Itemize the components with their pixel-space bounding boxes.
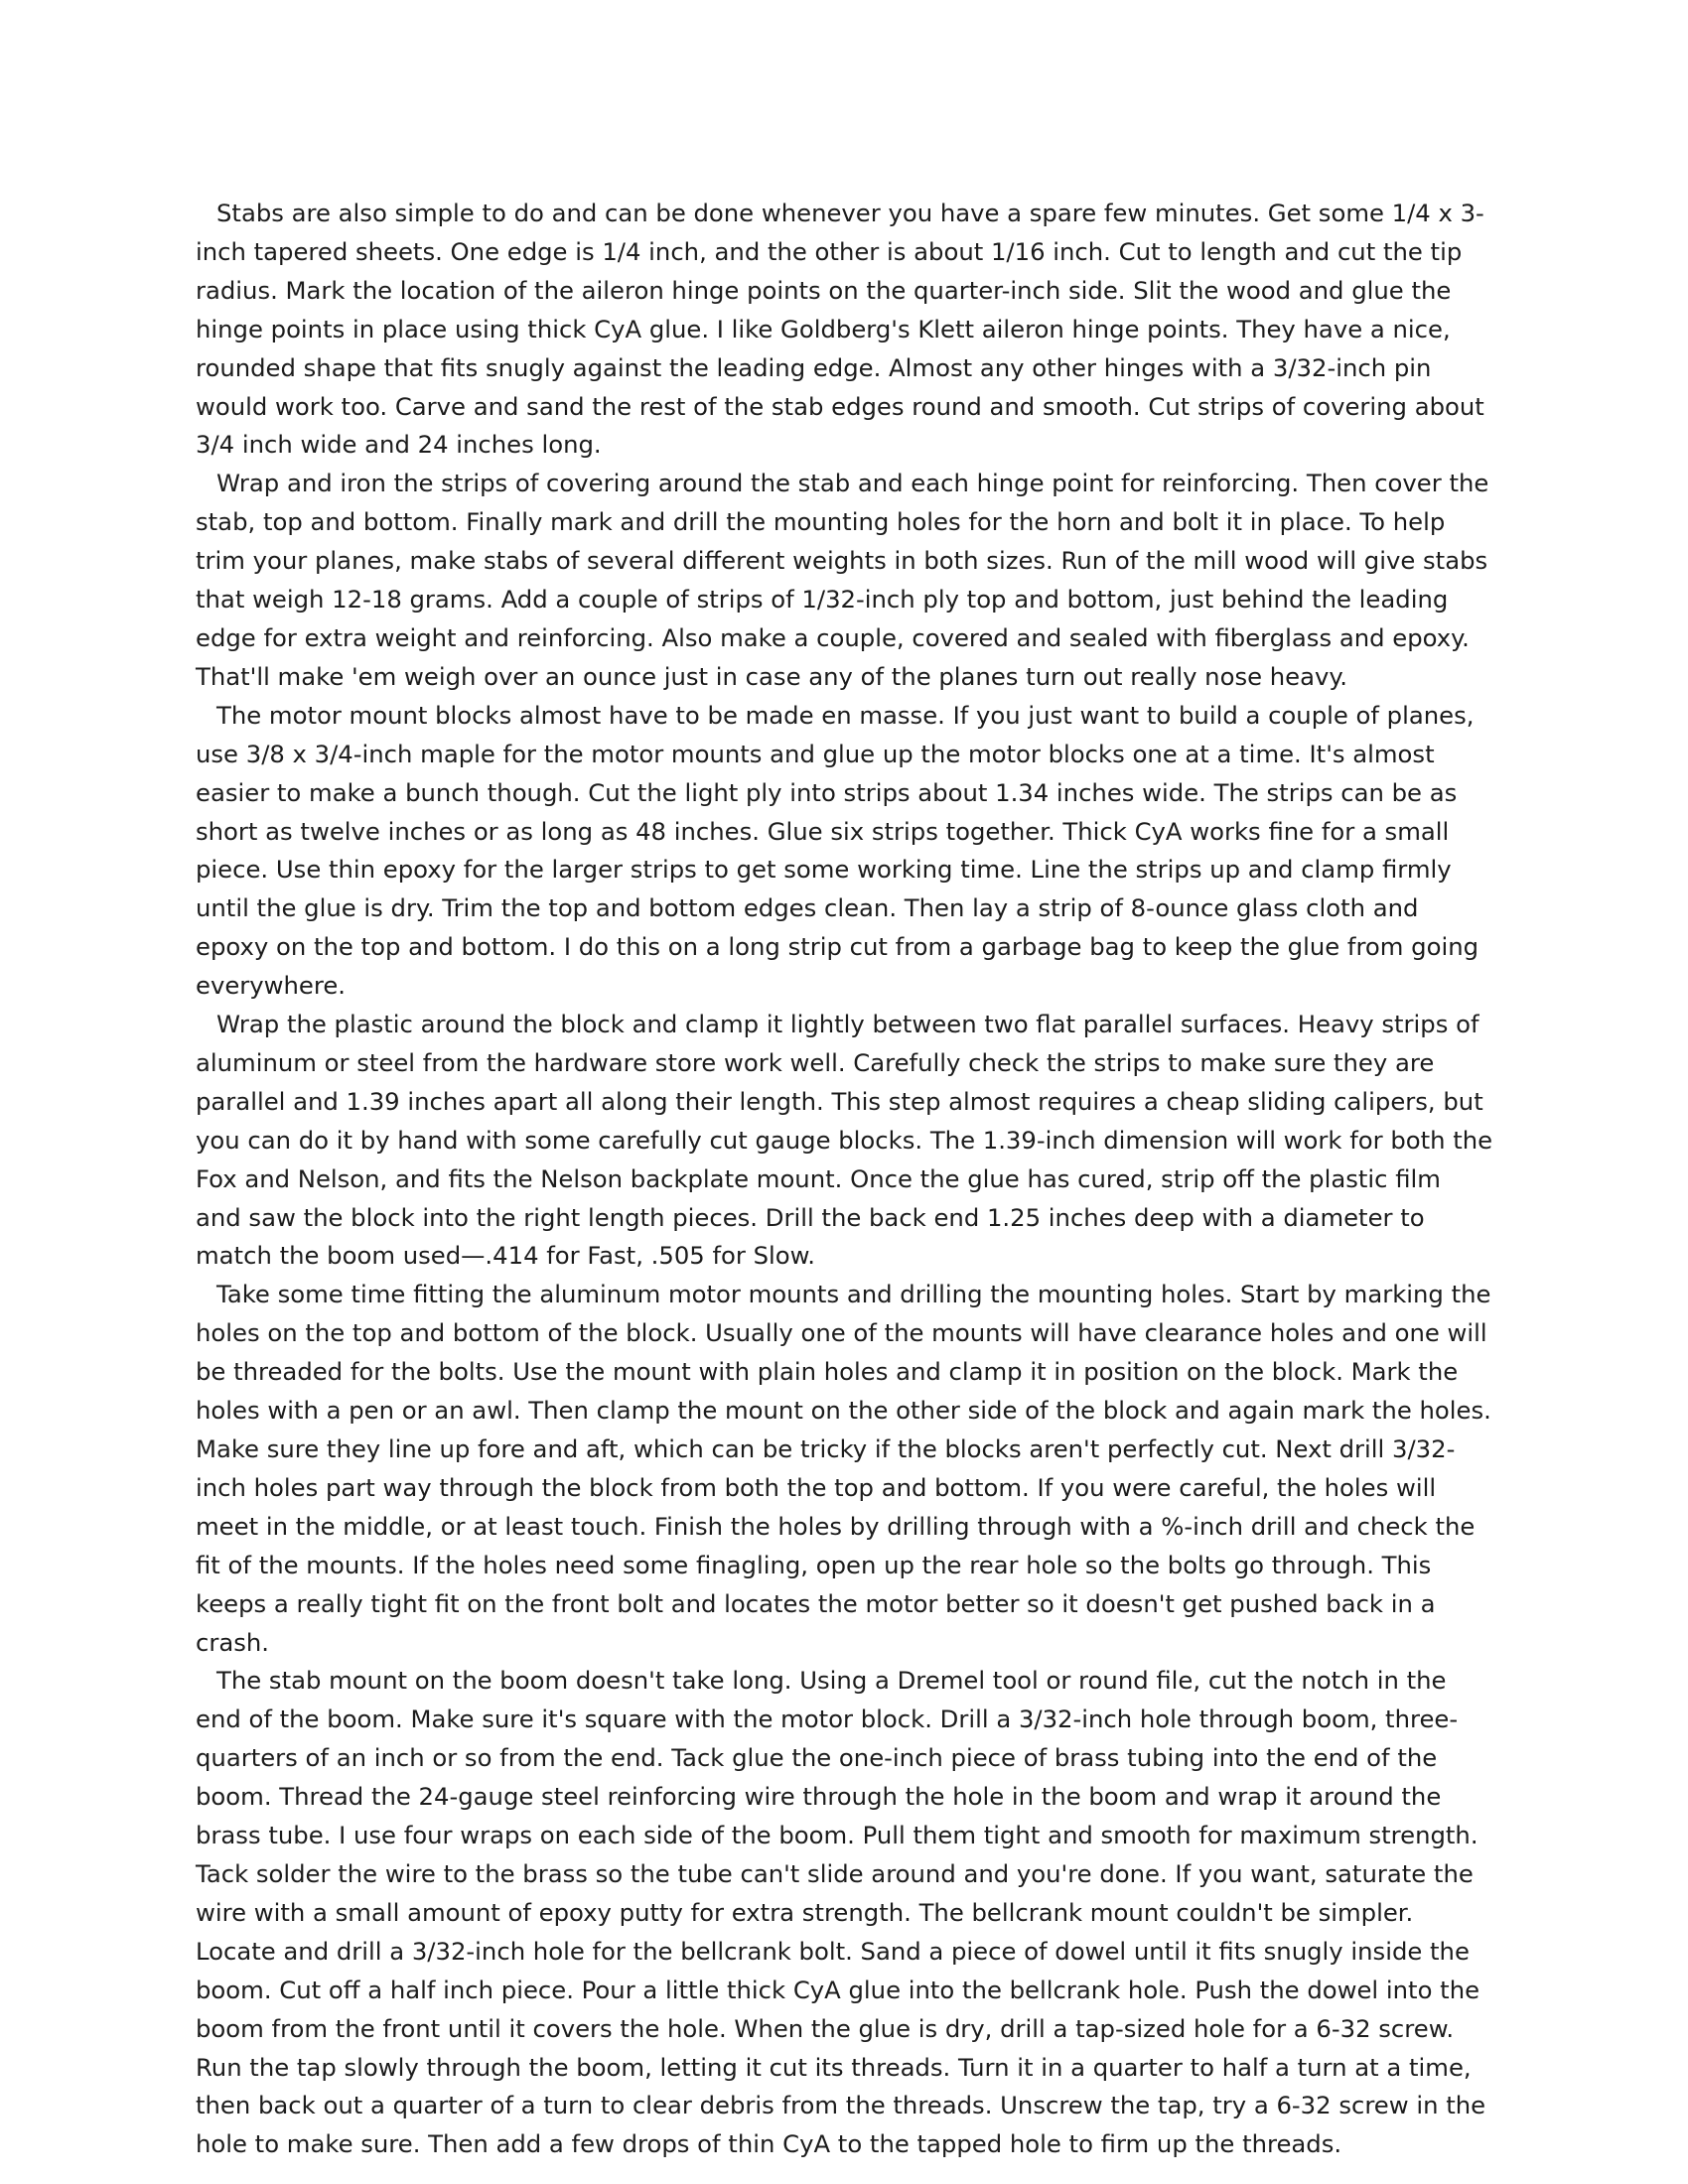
- paragraph-mounting-holes: Take some time fitting the aluminum motor mounts and drilling the mounting holes. Start by marking the holes on the top and bottom of the block. Usually one of the mounts will have clearance holes and one will be threaded for the bolts. Use the mount with plain holes and clamp it in position on the block. Mark the holes with a pen or an awl. Then clamp the mount on the other side of the block and again mark the holes. Make sure they line up fore and aft, which can be tricky if the blocks aren't perfectly cut. Next drill 3/32-inch holes part way through the block from both the top and bottom. If you were careful, the holes will meet in the middle, or at least touch. Finish the holes by drilling through with a %-inch drill and check the fit of the mounts. If the holes need some finagling, open up the rear hole so the bolts go through. This keeps a really tight fit on the front bolt and locates the motor better so it doesn't get pushed back in a crash.: [196, 1280, 1491, 1657]
- article-body: [196, 195, 1493, 2164]
- paragraph-stab-mount: The stab mount on the boom doesn't take long. Using a Dremel tool or round file, cut the notch in the end of the boom. Make sure it's square with the motor block. Drill a 3/32-inch hole through boom, three-quarters of an inch or so from the end. Tack glue the one-inch piece of brass tubing into the end of the boom. Thread the 24-gauge steel reinforcing wire through the hole in the boom and wrap it around the brass tube. I use four wraps on each side of the boom. Pull them tight and smooth for maximum strength. Tack solder the wire to the brass so the tube can't slide around and you're done. If you want, saturate the wire with a small amount of epoxy putty for extra strength. The bellcrank mount couldn't be simpler. Locate and drill a 3/32-inch hole for the bellcrank bolt. Sand a piece of dowel until it fits snugly inside the boom. Cut off a half inch piece. Pour a little thick CyA glue into the bellcrank hole. Push the dowel into the boom from the front until it covers the hole. When the glue is dry, drill a tap-sized hole for a 6-32 screw. Run the tap slowly through the boom, letting it cut its threads. Turn it in a quarter to half a turn at a time, then back out a quarter of a turn to clear debris from the threads. Unscrew the tap, try a 6-32 screw in the hole to make sure. Then add a few drops of thin CyA to the tapped hole to firm up the threads.: [196, 1666, 1486, 2159]
- paragraph-covering: Wrap and iron the strips of covering around the stab and each hinge point for reinforcing. Then cover the stab, top and bottom. Finally mark and drill the mounting holes for the horn and bolt it in place. To help trim your planes, make stabs of several different weights in both sizes. Run of the mill wood will give stabs that weigh 12-18 grams. Add a couple of strips of 1/32-inch ply top and bottom, just behind the leading edge for extra weight and reinforcing. Also make a couple, covered and sealed with fiberglass and epoxy. That'll make 'em weigh over an ounce just in case any of the planes turn out really nose heavy.: [196, 469, 1489, 691]
- paragraph-motor-mount-blocks: The motor mount blocks almost have to be made en masse. If you just want to build a couple of planes, use 3/8 x 3/4-inch maple for the motor mounts and glue up the motor blocks one at a time. It's almost easier to make a bunch though. Cut the light ply into strips about 1.34 inches wide. The strips can be as short as twelve inches or as long as 48 inches. Glue six strips together. Thick CyA works fine for a small piece. Use thin epoxy for the larger strips to get some working time. Line the strips up and clamp firmly until the glue is dry. Trim the top and bottom edges clean. Then lay a strip of 8-ounce glass cloth and epoxy on the top and bottom. I do this on a long strip cut from a garbage bag to keep the glue from going everywhere.: [196, 700, 1479, 1001]
- paragraph-clamping: Wrap the plastic around the block and clamp it lightly between two flat parallel surfaces. Heavy strips of aluminum or steel from the hardware store work well. Carefully check the strips to make sure they are parallel and 1.39 inches apart all along their length. This step almost requires a cheap sliding calipers, but you can do it by hand with some carefully cut gauge blocks. The 1.39-inch dimension will work for both the Fox and Nelson, and fits the Nelson backplate mount. Once the glue has cured, strip off the plastic film and saw the block into the right length pieces. Drill the back end 1.25 inches deep with a diameter to match the boom used—.414 for Fast, .505 for Slow.: [196, 1010, 1493, 1271]
- paragraph-stabs: Stabs are also simple to do and can be done whenever you have a spare few minutes. Get some 1/4 x 3-inch tapered sheets. One edge is 1/4 inch, and the other is about 1/16 inch. Cut to length and cut the tip radius. Mark the location of the aileron hinge points on the quarter-inch side. Slit the wood and glue the hinge points in place using thick CyA glue. I like Goldberg's Klett aileron hinge points. They have a nice, rounded shape that fits snugly against the leading edge. Almost any other hinges with a 3/32-inch pin would work too. Carve and sand the rest of the stab edges round and smooth. Cut strips of covering about 3/4 inch wide and 24 inches long.: [196, 199, 1484, 460]
